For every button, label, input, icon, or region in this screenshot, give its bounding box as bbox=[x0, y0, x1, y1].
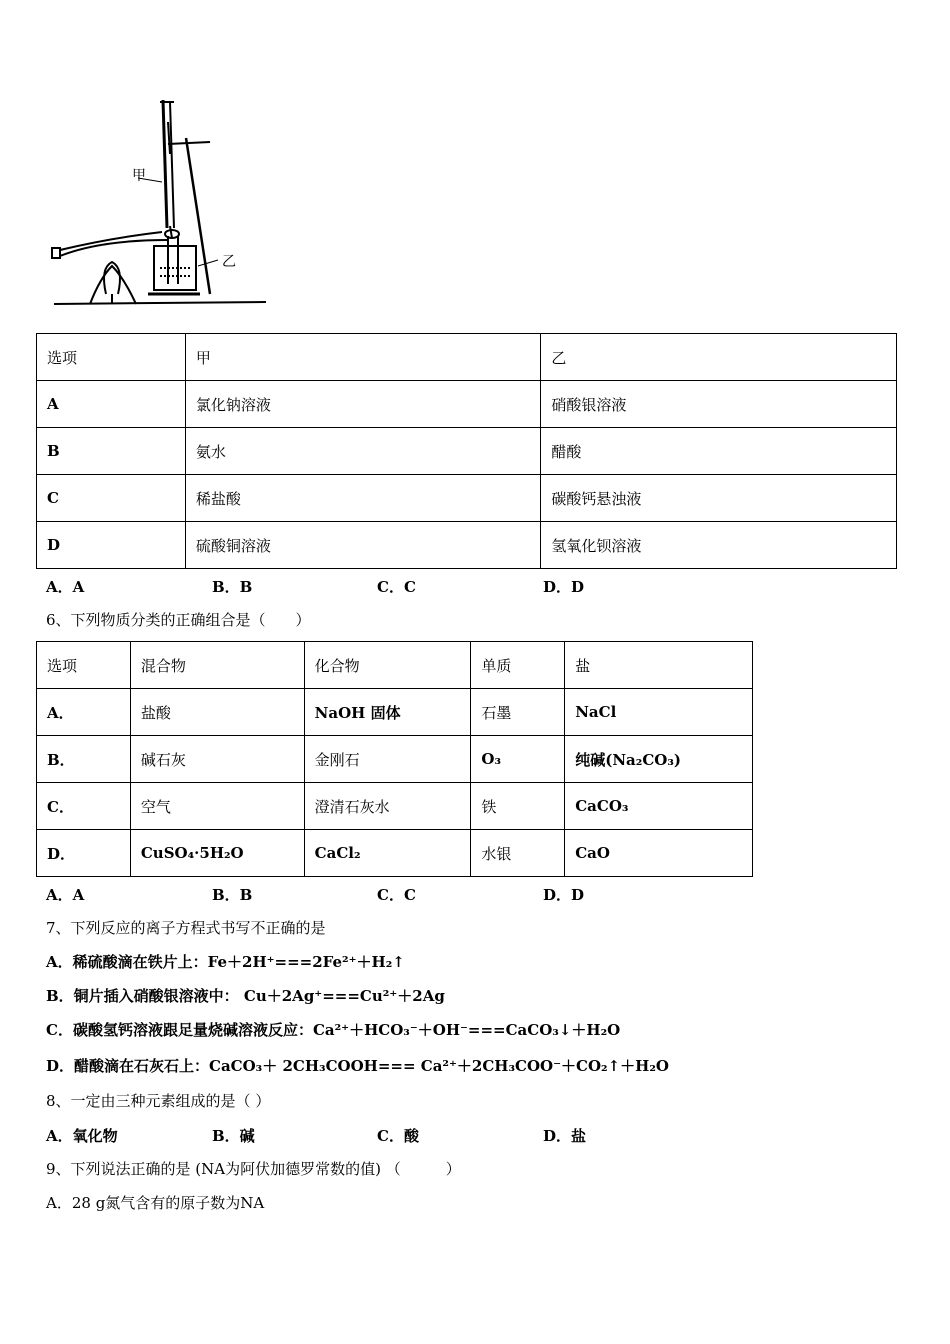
table-cell: 选项 bbox=[37, 642, 131, 689]
q7-option-c: C．碳酸氢钙溶液跟足量烧碱溶液反应：Ca²⁺＋HCO₃⁻＋OH⁻===CaCO₃↓＋H₂O bbox=[46, 1021, 621, 1039]
table-cell: 空气 bbox=[130, 783, 304, 830]
option-b: B．B bbox=[212, 886, 253, 904]
table-cell: NaOH 固体 bbox=[304, 689, 471, 736]
table-cell: 稀盐酸 bbox=[185, 475, 541, 522]
table-cell: 硝酸银溶液 bbox=[541, 381, 897, 428]
table-cell: CuSO₄·5H₂O bbox=[130, 830, 304, 877]
table-cell: 纯碱(Na₂CO₃) bbox=[565, 736, 753, 783]
q6-stem: 6、下列物质分类的正确组合是（ ） bbox=[46, 611, 311, 629]
table-cell: D bbox=[37, 522, 186, 569]
table-cell: 氯化钠溶液 bbox=[185, 381, 541, 428]
table-cell: CaCO₃ bbox=[565, 783, 753, 830]
table-cell: 碱石灰 bbox=[130, 736, 304, 783]
table-cell: A bbox=[37, 381, 186, 428]
q7-stem: 7、下列反应的离子方程式书写不正确的是 bbox=[46, 919, 326, 937]
table-row bbox=[37, 830, 753, 877]
q8-stem: 8、一定由三种元素组成的是（ ） bbox=[46, 1092, 271, 1110]
option-a: A．氧化物 bbox=[46, 1127, 118, 1145]
table-cell: 铁 bbox=[471, 783, 565, 830]
table-row bbox=[37, 736, 753, 783]
label-yi: 乙 bbox=[222, 254, 236, 270]
q7-option-b: B．铜片插入硝酸银溶液中： Cu＋2Ag⁺===Cu²⁺＋2Ag bbox=[46, 987, 445, 1005]
table-cell: 氨水 bbox=[185, 428, 541, 475]
table-cell: O₃ bbox=[471, 736, 565, 783]
table-row bbox=[37, 475, 897, 522]
table-cell: 氢氧化钡溶液 bbox=[541, 522, 897, 569]
q6-options bbox=[46, 884, 584, 905]
option-a: A．A bbox=[46, 886, 85, 904]
table-cell: 盐酸 bbox=[130, 689, 304, 736]
q5-options bbox=[46, 576, 584, 597]
q7-option-a: A．稀硫酸滴在铁片上：Fe＋2H⁺===2Fe²⁺＋H₂↑ bbox=[46, 953, 405, 971]
option-a: A．A bbox=[46, 578, 85, 596]
q9-stem: 9、下列说法正确的是 (NA为阿伏加德罗常数的值) （ ） bbox=[46, 1160, 461, 1178]
table-cell: 盐 bbox=[565, 642, 753, 689]
table-cell: A． bbox=[37, 689, 131, 736]
table-row bbox=[37, 642, 753, 689]
table-row bbox=[37, 783, 753, 830]
table-cell: 单质 bbox=[471, 642, 565, 689]
table-cell: 化合物 bbox=[304, 642, 471, 689]
table-cell: 选项 bbox=[37, 334, 186, 381]
option-c: C．C bbox=[377, 578, 416, 596]
option-d: D．盐 bbox=[543, 1127, 587, 1145]
table-cell: 醋酸 bbox=[541, 428, 897, 475]
option-b: B．B bbox=[212, 578, 253, 596]
option-d: D．D bbox=[543, 886, 585, 904]
q5-table bbox=[36, 333, 897, 569]
option-c: C．C bbox=[377, 886, 416, 904]
table-cell: 乙 bbox=[541, 334, 897, 381]
q7-option-d: D．醋酸滴在石灰石上：CaCO₃＋ 2CH₃COOH=== Ca²⁺＋2CH₃COO⁻＋CO₂↑＋H₂O bbox=[46, 1057, 669, 1075]
table-cell: C bbox=[37, 475, 186, 522]
table-cell: 金刚石 bbox=[304, 736, 471, 783]
q6-table bbox=[36, 641, 753, 877]
option-c: C．酸 bbox=[377, 1127, 419, 1145]
table-cell: CaO bbox=[565, 830, 753, 877]
table-cell: D． bbox=[37, 830, 131, 877]
table-cell: 水银 bbox=[471, 830, 565, 877]
table-cell: 碳酸钙悬浊液 bbox=[541, 475, 897, 522]
option-d: D．D bbox=[543, 578, 585, 596]
table-cell: 澄清石灰水 bbox=[304, 783, 471, 830]
table-cell: CaCl₂ bbox=[304, 830, 471, 877]
table-row bbox=[37, 522, 897, 569]
table-row bbox=[37, 428, 897, 475]
q8-options bbox=[46, 1125, 586, 1146]
table-cell: 混合物 bbox=[130, 642, 304, 689]
table-row bbox=[37, 689, 753, 736]
table-cell: B． bbox=[37, 736, 131, 783]
table-cell: 甲 bbox=[185, 334, 541, 381]
table-cell: 石墨 bbox=[471, 689, 565, 736]
table-row bbox=[37, 334, 897, 381]
table-cell: C． bbox=[37, 783, 131, 830]
table-cell: 硫酸铜溶液 bbox=[185, 522, 541, 569]
table-cell: B bbox=[37, 428, 186, 475]
table-cell: NaCl bbox=[565, 689, 753, 736]
q9-option-a: A．28 g氮气含有的原子数为NA bbox=[46, 1194, 265, 1212]
electrolyte-conductivity-apparatus-figure bbox=[50, 98, 270, 313]
option-b: B．碱 bbox=[212, 1127, 255, 1145]
label-jia: 甲 bbox=[132, 168, 146, 184]
table-row bbox=[37, 381, 897, 428]
